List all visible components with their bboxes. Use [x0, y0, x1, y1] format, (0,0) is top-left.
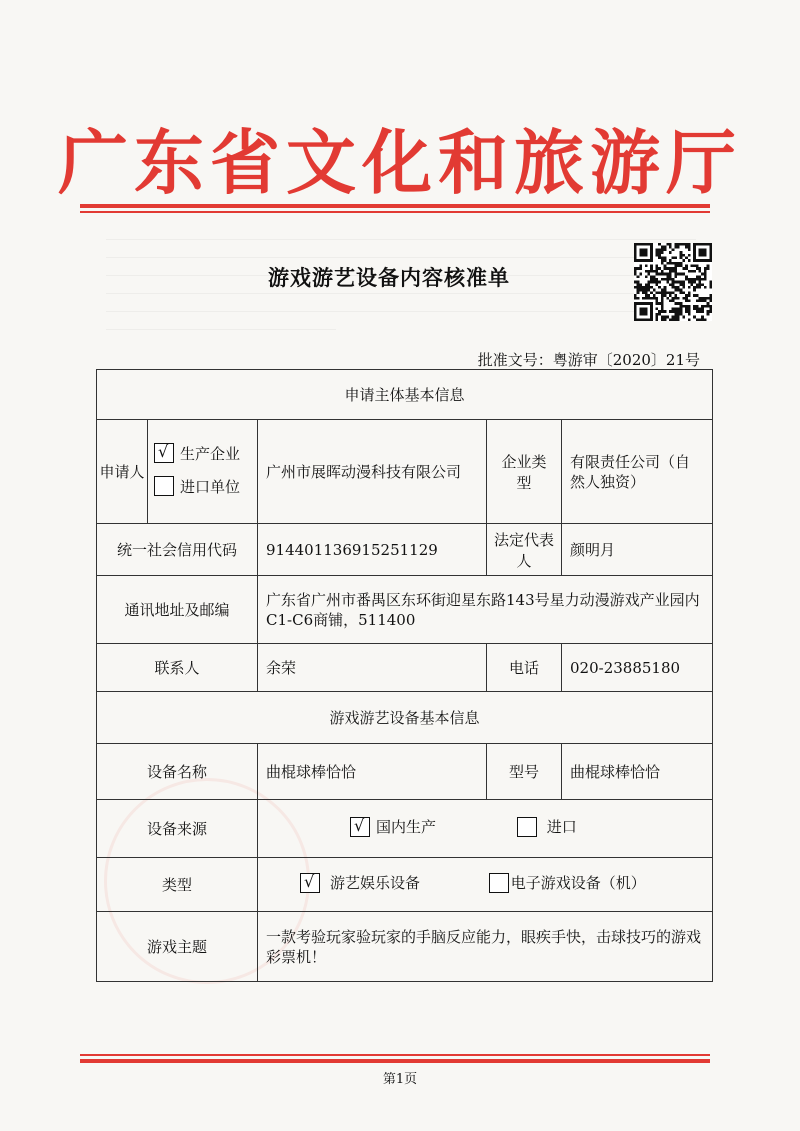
- check-mark: √: [158, 442, 169, 462]
- document-title: 游戏游艺设备内容核准单: [268, 265, 510, 290]
- option-domestic-label: 国内生产: [376, 818, 437, 837]
- phone-label: 电话: [487, 644, 562, 692]
- option-domestic[interactable]: [350, 816, 436, 837]
- option-import-label: 进口: [546, 818, 577, 837]
- legal-rep-value: 颜明月: [562, 524, 713, 576]
- phone-value: 020-23885180: [562, 644, 713, 692]
- device-type-options: [258, 858, 713, 912]
- company-type-value: 有限责任公司（自然人独资）: [562, 420, 713, 524]
- option-amusement-label: 游艺娱乐设备: [330, 874, 421, 893]
- option-amusement[interactable]: [300, 872, 420, 893]
- applicant-section-heading: 申请主体基本信息: [97, 370, 713, 420]
- theme-label: 游戏主题: [97, 912, 258, 982]
- credit-code-value: 914401136915251129: [258, 524, 487, 576]
- applicant-name: 广州市展晖动漫科技有限公司: [258, 420, 487, 524]
- device-source-options: [258, 800, 713, 858]
- theme-value: 一款考验玩家验玩家的手脑反应能力，眼疾手快，击球技巧的游戏彩票机！: [258, 912, 713, 982]
- option-import[interactable]: [517, 816, 577, 837]
- qr-code-icon[interactable]: [634, 243, 712, 321]
- check-mark: √: [304, 871, 315, 891]
- option-manufacturer[interactable]: [154, 443, 240, 464]
- model-label: 型号: [487, 744, 562, 800]
- applicant-type-options: [148, 420, 258, 524]
- checkbox-manufacturer[interactable]: [154, 443, 174, 463]
- applicant-label: 申请人: [97, 420, 148, 524]
- option-electronic[interactable]: [489, 872, 646, 893]
- contact-label: 联系人: [97, 644, 258, 692]
- model-value: 曲棍球棒恰恰: [562, 744, 713, 800]
- footer-rule-thin: [80, 1054, 710, 1056]
- header-rule-thick: [80, 204, 710, 208]
- address-label: 通讯地址及邮编: [97, 576, 258, 644]
- footer-rule-thick: [80, 1059, 710, 1063]
- option-importer[interactable]: [154, 476, 240, 497]
- page-number: 第1页: [382, 1072, 418, 1087]
- check-mark: √: [354, 815, 365, 835]
- device-name-label: 设备名称: [97, 744, 258, 800]
- agency-header: 广东省文化和旅游厅: [58, 121, 742, 204]
- legal-rep-label: 法定代表人: [487, 524, 562, 576]
- checkbox-import[interactable]: [517, 817, 537, 837]
- address-value: 广东省广州市番禺区东环街迎星东路143号星力动漫游戏产业园内C1-C6商铺，511400: [258, 576, 713, 644]
- device-source-label: 设备来源: [97, 800, 258, 858]
- contact-value: 余荣: [258, 644, 487, 692]
- credit-code-label: 统一社会信用代码: [97, 524, 258, 576]
- device-section-heading: 游戏游艺设备基本信息: [97, 692, 713, 744]
- device-name-value: 曲棍球棒恰恰: [258, 744, 487, 800]
- company-type-label: 企业类型: [487, 420, 562, 524]
- checkbox-amusement[interactable]: [300, 873, 320, 893]
- info-table: [96, 369, 713, 982]
- option-importer-label: 进口单位: [180, 477, 241, 496]
- checkbox-domestic[interactable]: [350, 817, 370, 837]
- option-electronic-label: 电子游戏设备（机）: [510, 874, 646, 893]
- approval-number: 批准文号：粤游审〔2020〕21号: [477, 351, 700, 369]
- checkbox-electronic[interactable]: [489, 873, 509, 893]
- header-rule-thin: [80, 211, 710, 213]
- checkbox-importer[interactable]: [154, 476, 174, 496]
- option-manufacturer-label: 生产企业: [180, 444, 241, 463]
- device-type-label: 类型: [97, 858, 258, 912]
